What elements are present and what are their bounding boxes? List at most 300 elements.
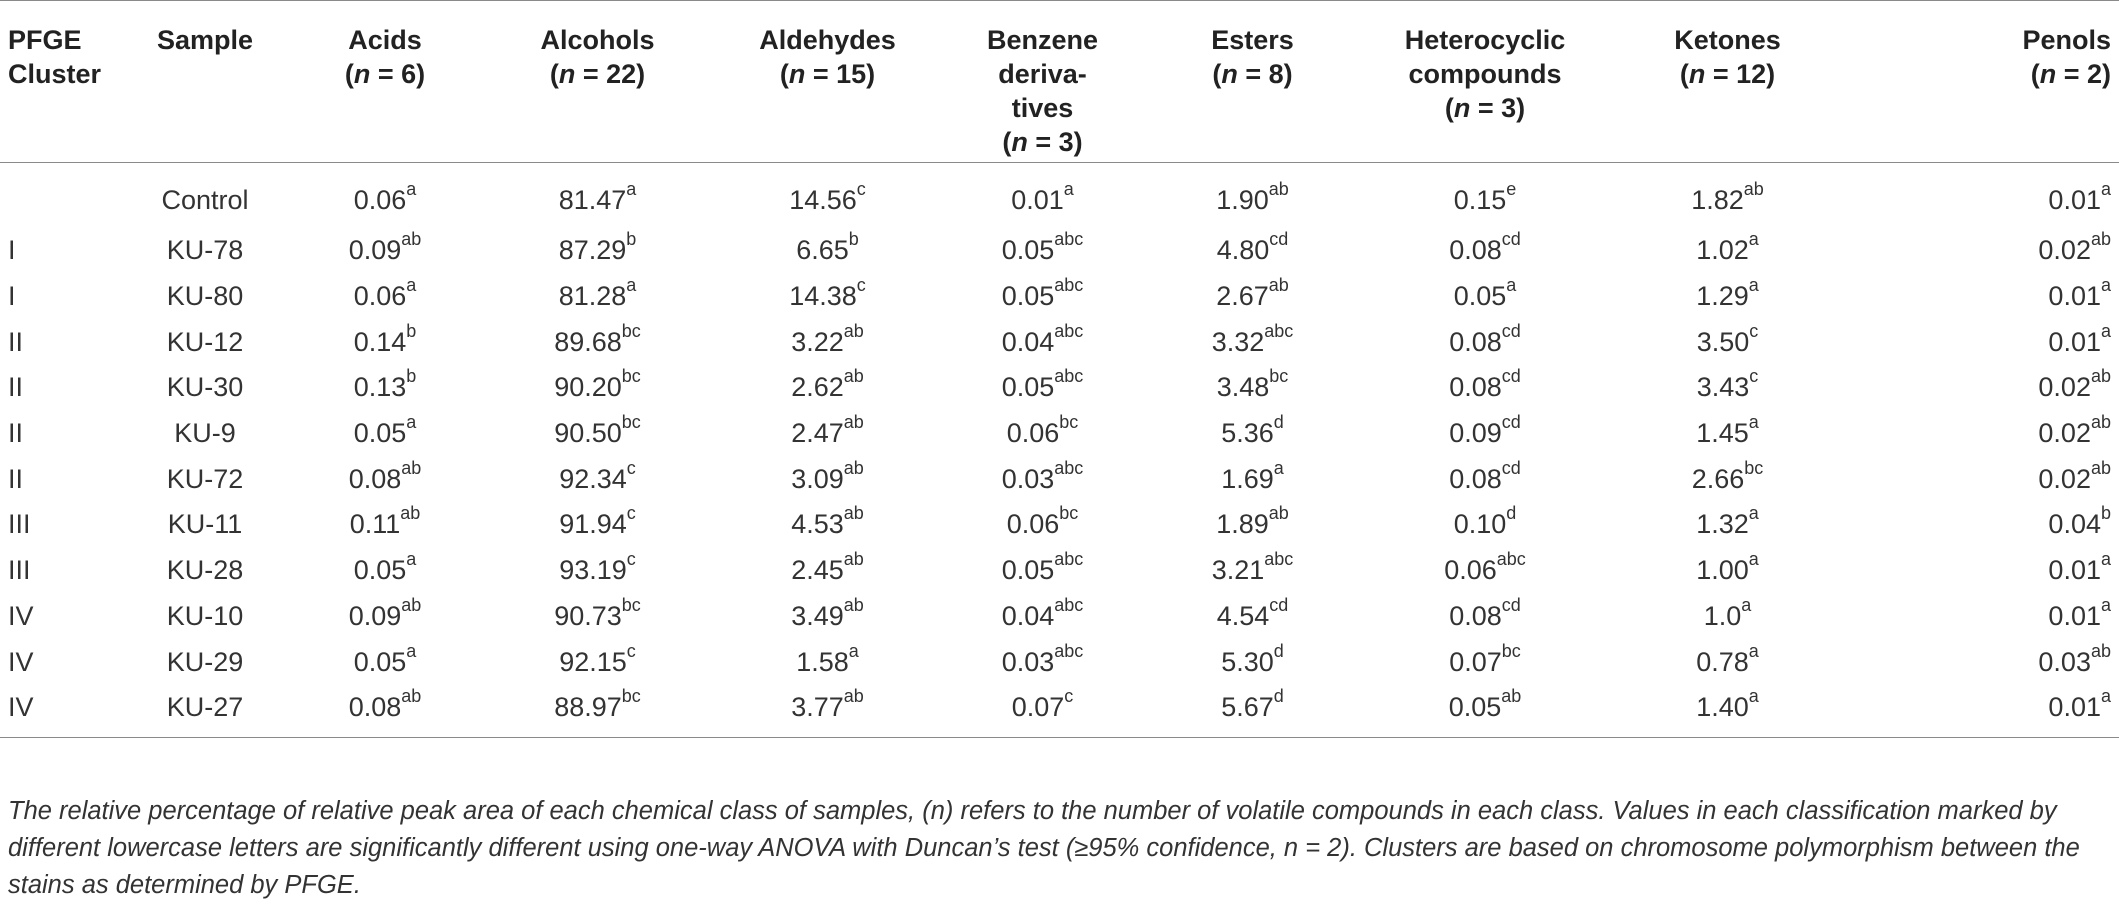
value: 0.08: [1449, 326, 1502, 357]
significance-letter: bc: [621, 320, 641, 341]
significance-letter: ab: [401, 686, 422, 707]
significance-letter: cd: [1269, 594, 1289, 615]
header-label: Ketones: [1674, 25, 1781, 55]
cell-value: [1145, 411, 1360, 457]
cell-value: [715, 594, 940, 640]
cell-value: [1360, 228, 1610, 274]
cell-value: [715, 274, 940, 320]
significance-letter: d: [1273, 686, 1284, 707]
n-equals: =: [575, 59, 607, 89]
significance-letter: a: [406, 179, 417, 199]
cell-value: [290, 228, 480, 274]
significance-letter: c: [626, 549, 636, 570]
header-label: Benzene: [986, 25, 1099, 55]
value: 0.05: [1001, 372, 1055, 403]
header-pfge-cluster: [0, 1, 120, 163]
value: 2.67: [1216, 281, 1269, 312]
value: 4.80: [1216, 235, 1270, 266]
cell-value: [1845, 502, 2119, 548]
significance-letter: b: [406, 366, 417, 387]
cell-value: [715, 411, 940, 457]
value: 0.14: [353, 326, 407, 357]
cell-value: [1845, 228, 2119, 274]
significance-letter: d: [1273, 640, 1284, 661]
value: 1.89: [1216, 509, 1269, 540]
table-row: [0, 274, 2119, 320]
significance-letter: ab: [1268, 179, 1289, 199]
significance-letter: a: [2100, 686, 2111, 707]
cell-value: [1360, 365, 1610, 411]
n-symbol: n: [1453, 93, 1471, 123]
significance-letter: a: [1506, 275, 1517, 296]
header-label: Aldehydes: [759, 25, 896, 55]
value: 0.08: [348, 692, 402, 723]
value: 1.40: [1696, 692, 1749, 723]
value: 0.08: [1449, 600, 1502, 631]
header-alcohols: Alcohols (n = 22): [480, 1, 715, 163]
cell-value: [1145, 502, 1360, 548]
cell-sample: KU-28: [166, 555, 244, 586]
value: 90.73: [554, 600, 622, 631]
value: 0.03: [1001, 463, 1055, 494]
value: 4.54: [1216, 600, 1270, 631]
cell-value: [1145, 594, 1360, 640]
cell-sample: KU-78: [166, 235, 244, 266]
cell-value: [1360, 502, 1610, 548]
table-footnote: The relative percentage of relative peak area of each chemical class of samples, (n) refers to the number of volatile compounds in each class. Values in each classification marked by different lowercase letters are significantly different using one-way ANOVA with Duncan’s test (≥95% confidence, n = 2). Clusters are based on chromosome polymorphism between the stains as determined by PFGE.: [8, 797, 2080, 899]
table-row: [0, 502, 2119, 548]
value: 1.00: [1696, 555, 1749, 586]
significance-letter: c: [1064, 686, 1074, 707]
cell-value: [480, 274, 715, 320]
cell-value: [290, 685, 480, 737]
significance-letter: bc: [1501, 640, 1521, 661]
n-count: 12: [1736, 59, 1767, 89]
cell-value: [940, 548, 1145, 594]
header-row: [0, 1, 2119, 163]
n-symbol: n: [2039, 59, 2057, 89]
cell-cluster: II: [8, 372, 24, 403]
significance-letter: bc: [621, 366, 641, 387]
cell-value: [1145, 228, 1360, 274]
value: 0.01: [2048, 326, 2101, 357]
significance-letter: a: [1748, 503, 1759, 524]
value: 0.02: [2038, 372, 2091, 403]
value: 0.08: [1449, 235, 1502, 266]
header-heterocyclic-compounds: Heterocyclic compounds (n = 3): [1360, 1, 1610, 163]
significance-letter: c: [856, 275, 866, 296]
value: 4.53: [791, 509, 844, 540]
significance-letter: ab: [1268, 503, 1289, 524]
cell-value: [1610, 228, 1845, 274]
significance-letter: bc: [1269, 366, 1289, 387]
cell-value: [1360, 639, 1610, 685]
significance-letter: a: [2100, 179, 2111, 199]
cell-value: [1610, 502, 1845, 548]
value: 0.78: [1696, 646, 1749, 677]
significance-letter: a: [406, 549, 417, 570]
value: 5.67: [1221, 692, 1274, 723]
n-symbol: n: [1221, 59, 1238, 89]
cell-value: [1610, 548, 1845, 594]
significance-letter: a: [2100, 320, 2111, 341]
value: 0.06: [1006, 418, 1060, 449]
n-count: 22: [606, 59, 637, 89]
value: 88.97: [554, 692, 622, 723]
value: 3.09: [791, 463, 844, 494]
value: 2.62: [791, 372, 844, 403]
value: 0.04: [1001, 600, 1055, 631]
significance-letter: abc: [1054, 549, 1084, 570]
significance-letter: a: [1748, 412, 1759, 433]
cell-value: [1845, 456, 2119, 502]
significance-letter: ab: [843, 549, 864, 570]
value: 3.21: [1211, 555, 1265, 586]
value: 0.06: [1444, 555, 1497, 586]
value: 3.48: [1216, 372, 1270, 403]
significance-letter: ab: [2090, 366, 2111, 387]
cell-value: [715, 319, 940, 365]
cell-cluster: III: [8, 555, 31, 586]
significance-letter: b: [2100, 503, 2111, 524]
table-row: [0, 411, 2119, 457]
significance-letter: ab: [401, 594, 422, 615]
value: 81.47: [558, 185, 627, 215]
cell-value: [1845, 685, 2119, 737]
cell-value: [715, 456, 940, 502]
value: 3.22: [791, 326, 844, 357]
value: 90.50: [554, 418, 622, 449]
significance-letter: c: [1749, 320, 1759, 341]
table-row: [0, 228, 2119, 274]
n-count: 8: [1268, 59, 1284, 89]
header-label: compounds: [1408, 59, 1562, 89]
n-symbol: n: [353, 59, 371, 89]
header-aldehydes: Aldehydes (n = 15): [715, 1, 940, 163]
cell-value: [1360, 456, 1610, 502]
value: 0.05: [1001, 281, 1055, 312]
significance-letter: e: [1506, 179, 1517, 199]
significance-letter: ab: [400, 503, 421, 524]
significance-letter: c: [626, 640, 636, 661]
value: 81.28: [558, 281, 627, 312]
value: 0.01: [2048, 555, 2101, 586]
significance-letter: abc: [1496, 549, 1526, 570]
significance-letter: ab: [843, 457, 864, 478]
value: 0.05: [1453, 281, 1507, 312]
cell-value: [480, 163, 715, 229]
significance-letter: a: [848, 640, 859, 661]
n-count: 3: [1058, 127, 1074, 157]
cell-value: [1845, 274, 2119, 320]
value: 0.01: [2048, 281, 2101, 312]
cell-value: [715, 639, 940, 685]
cell-value: [1845, 548, 2119, 594]
value: 0.09: [348, 235, 402, 266]
cell-value: [940, 274, 1145, 320]
cell-value: [1610, 685, 1845, 737]
significance-letter: ab: [843, 503, 864, 524]
cell-value: [480, 594, 715, 640]
cell-value: [1145, 163, 1360, 229]
cell-value: [1610, 411, 1845, 457]
significance-letter: ab: [2090, 640, 2111, 661]
header-label: Heterocyclic: [1404, 25, 1566, 55]
value: 14.56: [789, 185, 857, 215]
value: 3.43: [1696, 372, 1750, 403]
value: 0.01: [2048, 692, 2101, 723]
value: 1.32: [1696, 509, 1749, 540]
n-equals: =: [1237, 59, 1269, 89]
cell-value: [1610, 594, 1845, 640]
cell-value: [480, 685, 715, 737]
significance-letter: c: [856, 179, 866, 199]
table-body: [0, 163, 2119, 738]
cell-value: [290, 365, 480, 411]
cell-sample: KU-12: [166, 326, 244, 357]
cell-value: [1360, 548, 1610, 594]
n-equals: =: [1705, 59, 1737, 89]
value: 0.07: [1449, 646, 1502, 677]
cell-value: [290, 411, 480, 457]
value: 3.50: [1696, 326, 1750, 357]
header-label: PFGE: [8, 25, 82, 55]
significance-letter: abc: [1264, 320, 1294, 341]
significance-letter: ab: [2090, 457, 2111, 478]
value: 0.06: [353, 185, 407, 215]
significance-letter: bc: [621, 594, 641, 615]
cell-value: [940, 228, 1145, 274]
cell-cluster: [0, 163, 120, 229]
value: 89.68: [554, 326, 622, 357]
header-label: Penols: [2022, 25, 2111, 55]
cell-value: [1360, 594, 1610, 640]
value: 0.01: [1011, 185, 1064, 215]
value: 0.04: [1001, 326, 1055, 357]
cell-value: [940, 594, 1145, 640]
cell-cluster: II: [8, 326, 24, 357]
value: 0.06: [353, 281, 407, 312]
cell-value: [940, 163, 1145, 229]
value: 0.04: [2048, 509, 2101, 540]
n-count: 6: [401, 59, 417, 89]
value: 90.20: [554, 372, 622, 403]
cell-value: [480, 228, 715, 274]
n-equals: =: [805, 59, 837, 89]
significance-letter: cd: [1501, 412, 1521, 433]
value: 1.0: [1703, 600, 1742, 631]
n-equals: =: [370, 59, 402, 89]
n-symbol: n: [558, 59, 576, 89]
table-row: [0, 594, 2119, 640]
cell-value: [1610, 319, 1845, 365]
significance-letter: bc: [1059, 412, 1079, 433]
cell-cluster: IV: [8, 600, 34, 631]
value: 0.09: [1449, 418, 1502, 449]
significance-letter: a: [1748, 275, 1759, 296]
cell-value: [290, 274, 480, 320]
value: 0.02: [2038, 418, 2091, 449]
cell-value: [940, 502, 1145, 548]
cell-value: [290, 163, 480, 229]
cell-cluster: IV: [8, 646, 34, 677]
cell-sample: KU-10: [166, 600, 244, 631]
value: 1.29: [1696, 281, 1749, 312]
value: 6.65: [796, 235, 849, 266]
n-equals: =: [1470, 93, 1502, 123]
value: 92.34: [559, 463, 627, 494]
cell-value: [290, 456, 480, 502]
cell-value: [715, 685, 940, 737]
cell-value: [940, 456, 1145, 502]
significance-letter: cd: [1501, 457, 1521, 478]
header-ketones: Ketones (n = 12): [1610, 1, 1845, 163]
significance-letter: bc: [1744, 457, 1764, 478]
header-label: Alcohols: [540, 25, 655, 55]
significance-letter: c: [626, 503, 636, 524]
cell-value: [290, 502, 480, 548]
significance-letter: abc: [1054, 275, 1084, 296]
cell-value: [715, 163, 940, 229]
value: 0.05: [1001, 235, 1055, 266]
cell-sample: Control: [161, 185, 249, 215]
significance-letter: a: [2100, 275, 2111, 296]
significance-letter: abc: [1264, 549, 1294, 570]
cell-value: [940, 639, 1145, 685]
cell-cluster: II: [8, 463, 24, 494]
value: 1.58: [796, 646, 849, 677]
n-equals: =: [2056, 59, 2087, 89]
cell-value: [1145, 685, 1360, 737]
cell-sample: KU-29: [166, 646, 244, 677]
significance-letter: bc: [621, 686, 641, 707]
cell-value: [1360, 163, 1610, 229]
value: 91.94: [559, 509, 627, 540]
cell-value: [1845, 411, 2119, 457]
value: 0.02: [2038, 463, 2091, 494]
value: 5.30: [1221, 646, 1274, 677]
cell-value: [480, 548, 715, 594]
cell-value: [1360, 685, 1610, 737]
n-count: 3: [1501, 93, 1517, 123]
significance-letter: cd: [1501, 366, 1521, 387]
cell-value: [1145, 639, 1360, 685]
table-row: [0, 456, 2119, 502]
value: 0.11: [349, 509, 401, 540]
significance-letter: d: [1273, 412, 1284, 433]
significance-letter: b: [626, 229, 637, 250]
significance-letter: ab: [843, 686, 864, 707]
cell-value: [480, 456, 715, 502]
significance-letter: ab: [843, 320, 864, 341]
cell-value: [1845, 365, 2119, 411]
value: 0.05: [353, 646, 407, 677]
cell-value: [940, 685, 1145, 737]
cell-value: [1610, 639, 1845, 685]
cell-value: [480, 639, 715, 685]
table-row: [0, 685, 2119, 737]
header-penols: Penols (n = 2): [1845, 1, 2119, 163]
value: 3.32: [1211, 326, 1265, 357]
value: 3.49: [791, 600, 844, 631]
value: 0.06: [1006, 509, 1060, 540]
value: 0.13: [353, 372, 407, 403]
significance-letter: ab: [401, 457, 422, 478]
cell-cluster: III: [8, 509, 31, 540]
significance-letter: a: [1748, 686, 1759, 707]
value: 2.45: [791, 555, 844, 586]
significance-letter: abc: [1054, 366, 1084, 387]
header-label: Acids: [348, 25, 422, 55]
cell-value: [290, 548, 480, 594]
cell-cluster: I: [8, 235, 16, 266]
cell-value: [940, 319, 1145, 365]
significance-letter: ab: [1268, 275, 1289, 296]
significance-letter: a: [1748, 229, 1759, 250]
table-row: [0, 163, 2119, 229]
value: 14.38: [789, 281, 857, 312]
value: 1.02: [1696, 235, 1749, 266]
cell-cluster: IV: [0, 685, 120, 737]
cell-value: [480, 411, 715, 457]
value: 87.29: [558, 235, 627, 266]
header-label: Esters: [1211, 25, 1294, 55]
cell-value: [1145, 365, 1360, 411]
cell-value: [1845, 319, 2119, 365]
significance-letter: b: [848, 229, 859, 250]
cell-value: [1360, 274, 1610, 320]
cell-value: [1845, 594, 2119, 640]
cell-cluster: I: [8, 281, 16, 312]
value: 0.05: [353, 418, 407, 449]
value: 0.05: [1001, 555, 1055, 586]
n-equals: =: [1027, 127, 1059, 157]
header-label: deriva-: [998, 59, 1087, 89]
n-symbol: n: [1688, 59, 1706, 89]
cell-value: [1610, 456, 1845, 502]
cell-sample: KU-9: [174, 418, 236, 449]
value: 0.09: [348, 600, 402, 631]
significance-letter: ab: [2090, 229, 2111, 250]
cell-sample: KU-11: [167, 509, 243, 540]
cell-value: [290, 594, 480, 640]
significance-letter: abc: [1054, 457, 1084, 478]
cell-sample: KU-72: [166, 463, 244, 494]
cell-value: [480, 365, 715, 411]
cell-value: [1145, 456, 1360, 502]
significance-letter: ab: [843, 366, 864, 387]
value: 0.01: [2048, 185, 2101, 215]
n-symbol: n: [788, 59, 806, 89]
significance-letter: c: [626, 457, 636, 478]
cell-sample: KU-27: [120, 685, 290, 737]
significance-letter: ab: [2090, 412, 2111, 433]
cell-value: [1845, 163, 2119, 229]
significance-letter: ab: [843, 412, 864, 433]
header-label: tives: [1011, 93, 1074, 123]
significance-letter: cd: [1501, 229, 1521, 250]
cell-value: [1360, 319, 1610, 365]
value: 0.07: [1011, 692, 1065, 723]
value: 0.15: [1453, 185, 1507, 215]
significance-letter: d: [1506, 503, 1517, 524]
value: 1.90: [1216, 185, 1269, 215]
significance-letter: ab: [1743, 179, 1764, 199]
value: 0.03: [2038, 646, 2091, 677]
value: 0.08: [348, 463, 402, 494]
significance-letter: ab: [843, 594, 864, 615]
table-row: [0, 365, 2119, 411]
